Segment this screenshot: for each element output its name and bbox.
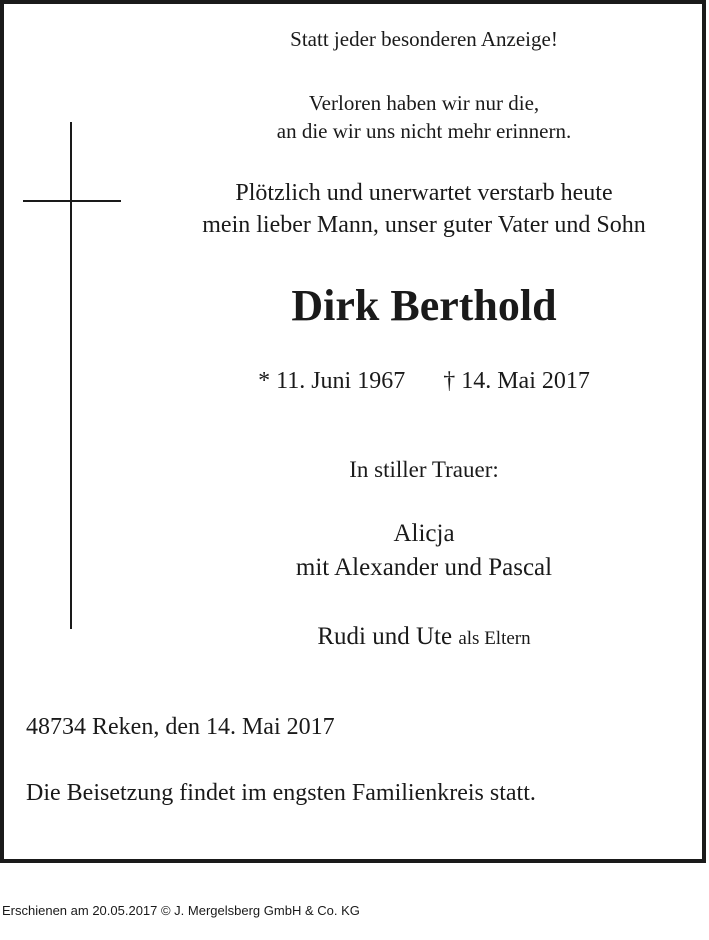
headline: Statt jeder besonderen Anzeige! (290, 27, 558, 51)
intro-line-2: mein lieber Mann, unser guter Vater und Sohn (202, 212, 646, 238)
parents-names: Rudi und Ute (317, 623, 453, 650)
mourner-line-1: Alicja (393, 520, 455, 547)
verse-line-2: an die wir uns nicht mehr erinnern. (276, 119, 572, 143)
life-dates (144, 366, 704, 396)
cross-icon-crossbar (23, 200, 121, 202)
parents-role: als Eltern (458, 628, 531, 649)
deceased-name: Dirk Berthold (291, 281, 557, 330)
parents-line (144, 622, 704, 654)
cross-icon (70, 122, 72, 629)
verse-line-1: Verloren haben wir nur die, (308, 91, 540, 115)
funeral-note: Die Beisetzung findet im engsten Familienkreis statt. (26, 780, 536, 806)
birth-date: * 11. Juni 1967 (258, 368, 406, 394)
mourning-intro: In stiller Trauer: (349, 457, 499, 482)
mourner-line-2: mit Alexander und Pascal (295, 554, 553, 581)
publication-footer: Erschienen am 20.05.2017 © J. Mergelsberg GmbH & Co. KG (2, 903, 360, 918)
place-date: 48734 Reken, den 14. Mai 2017 (26, 714, 335, 740)
death-date: † 14. Mai 2017 (443, 368, 590, 394)
intro-line-1: Plötzlich und unerwartet verstarb heute (235, 180, 613, 206)
